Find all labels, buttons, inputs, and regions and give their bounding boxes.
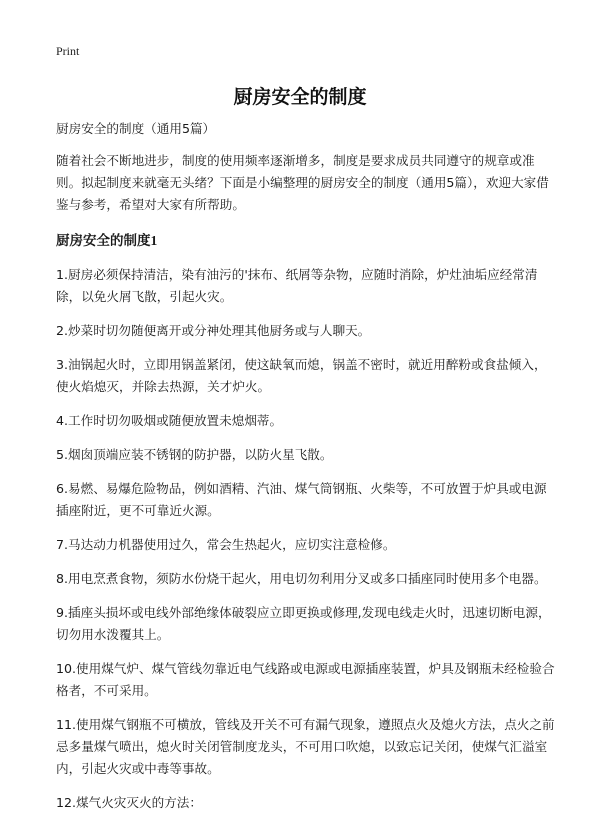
document-subtitle: 厨房安全的制度（通用5篇）	[56, 121, 216, 136]
list-item: 9.插座头损坏或电线外部绝缘体破裂应立即更换或修理,发现电线走火时，迅速切断电源，切勿用水泼覆其上。	[56, 605, 551, 642]
list-item: 10.使用煤气炉、煤气管线勿靠近电气线路或电源或电源插座装置，炉具及钢瓶未经检验合格者，不可采用。	[56, 661, 555, 698]
list-item: 4.工作时切勿吸烟或随便放置未熄烟蒂。	[56, 413, 283, 428]
section-heading: 厨房安全的制度1	[56, 233, 158, 248]
list-item: 5.烟囱顶端应装不锈钢的防护器，以防火星飞散。	[56, 447, 333, 462]
list-item: 3.油锅起火时，立即用锅盖紧闭，使这缺氧而熄，锅盖不密时，就近用醉粉或食盐倾入，使火焰熄灭，并除去热源，关才炉火。	[56, 357, 547, 394]
list-item: 12.煤气火灾灭火的方法：	[56, 795, 202, 810]
list-item: 1.厨房必须保持清洁，染有油污的'抹布、纸屑等杂物，应随时消除，炉灶油垢应经常清除，以免火屑飞散，引起火灾。	[56, 267, 538, 304]
intro-paragraph: 随着社会不断地进步，制度的使用频率逐渐增多，制度是要求成员共同遵守的规章或准则。拟起制度来就毫无头绪？下面是小编整理的厨房安全的制度（通用5篇），欢迎大家借鉴与参考，希望对大家有所帮助。	[56, 153, 549, 212]
list-item: 2.炒菜时切勿随便离开或分神处理其他厨务或与人聊天。	[56, 323, 371, 338]
list-item: 11.使用煤气钢瓶不可横放，管线及开关不可有漏气现象，遵照点火及熄火方法，点火之前忌多量煤气喷出，熄火时关闭管制度龙头，不可用口吹熄，以致忘记关闭，使煤气汇溢室内，引起火灾或中毒等事故。	[56, 717, 555, 776]
list-item: 7.马达动力机器使用过久，常会生热起火，应切实注意检修。	[56, 537, 396, 552]
document-body	[56, 118, 556, 826]
page-title: 厨房安全的制度	[233, 86, 367, 108]
list-item: 8.用电烹煮食物，须防水份烧干起火，用电切勿利用分叉或多口插座同时使用多个电器。	[56, 571, 547, 586]
list-item: 6.易燃、易爆危险物品，例如酒精、汽油、煤气筒钢瓶、火柴等，不可放置于炉具或电源插座附近，更不可靠近火源。	[56, 481, 547, 518]
print-label: Print	[56, 44, 80, 58]
